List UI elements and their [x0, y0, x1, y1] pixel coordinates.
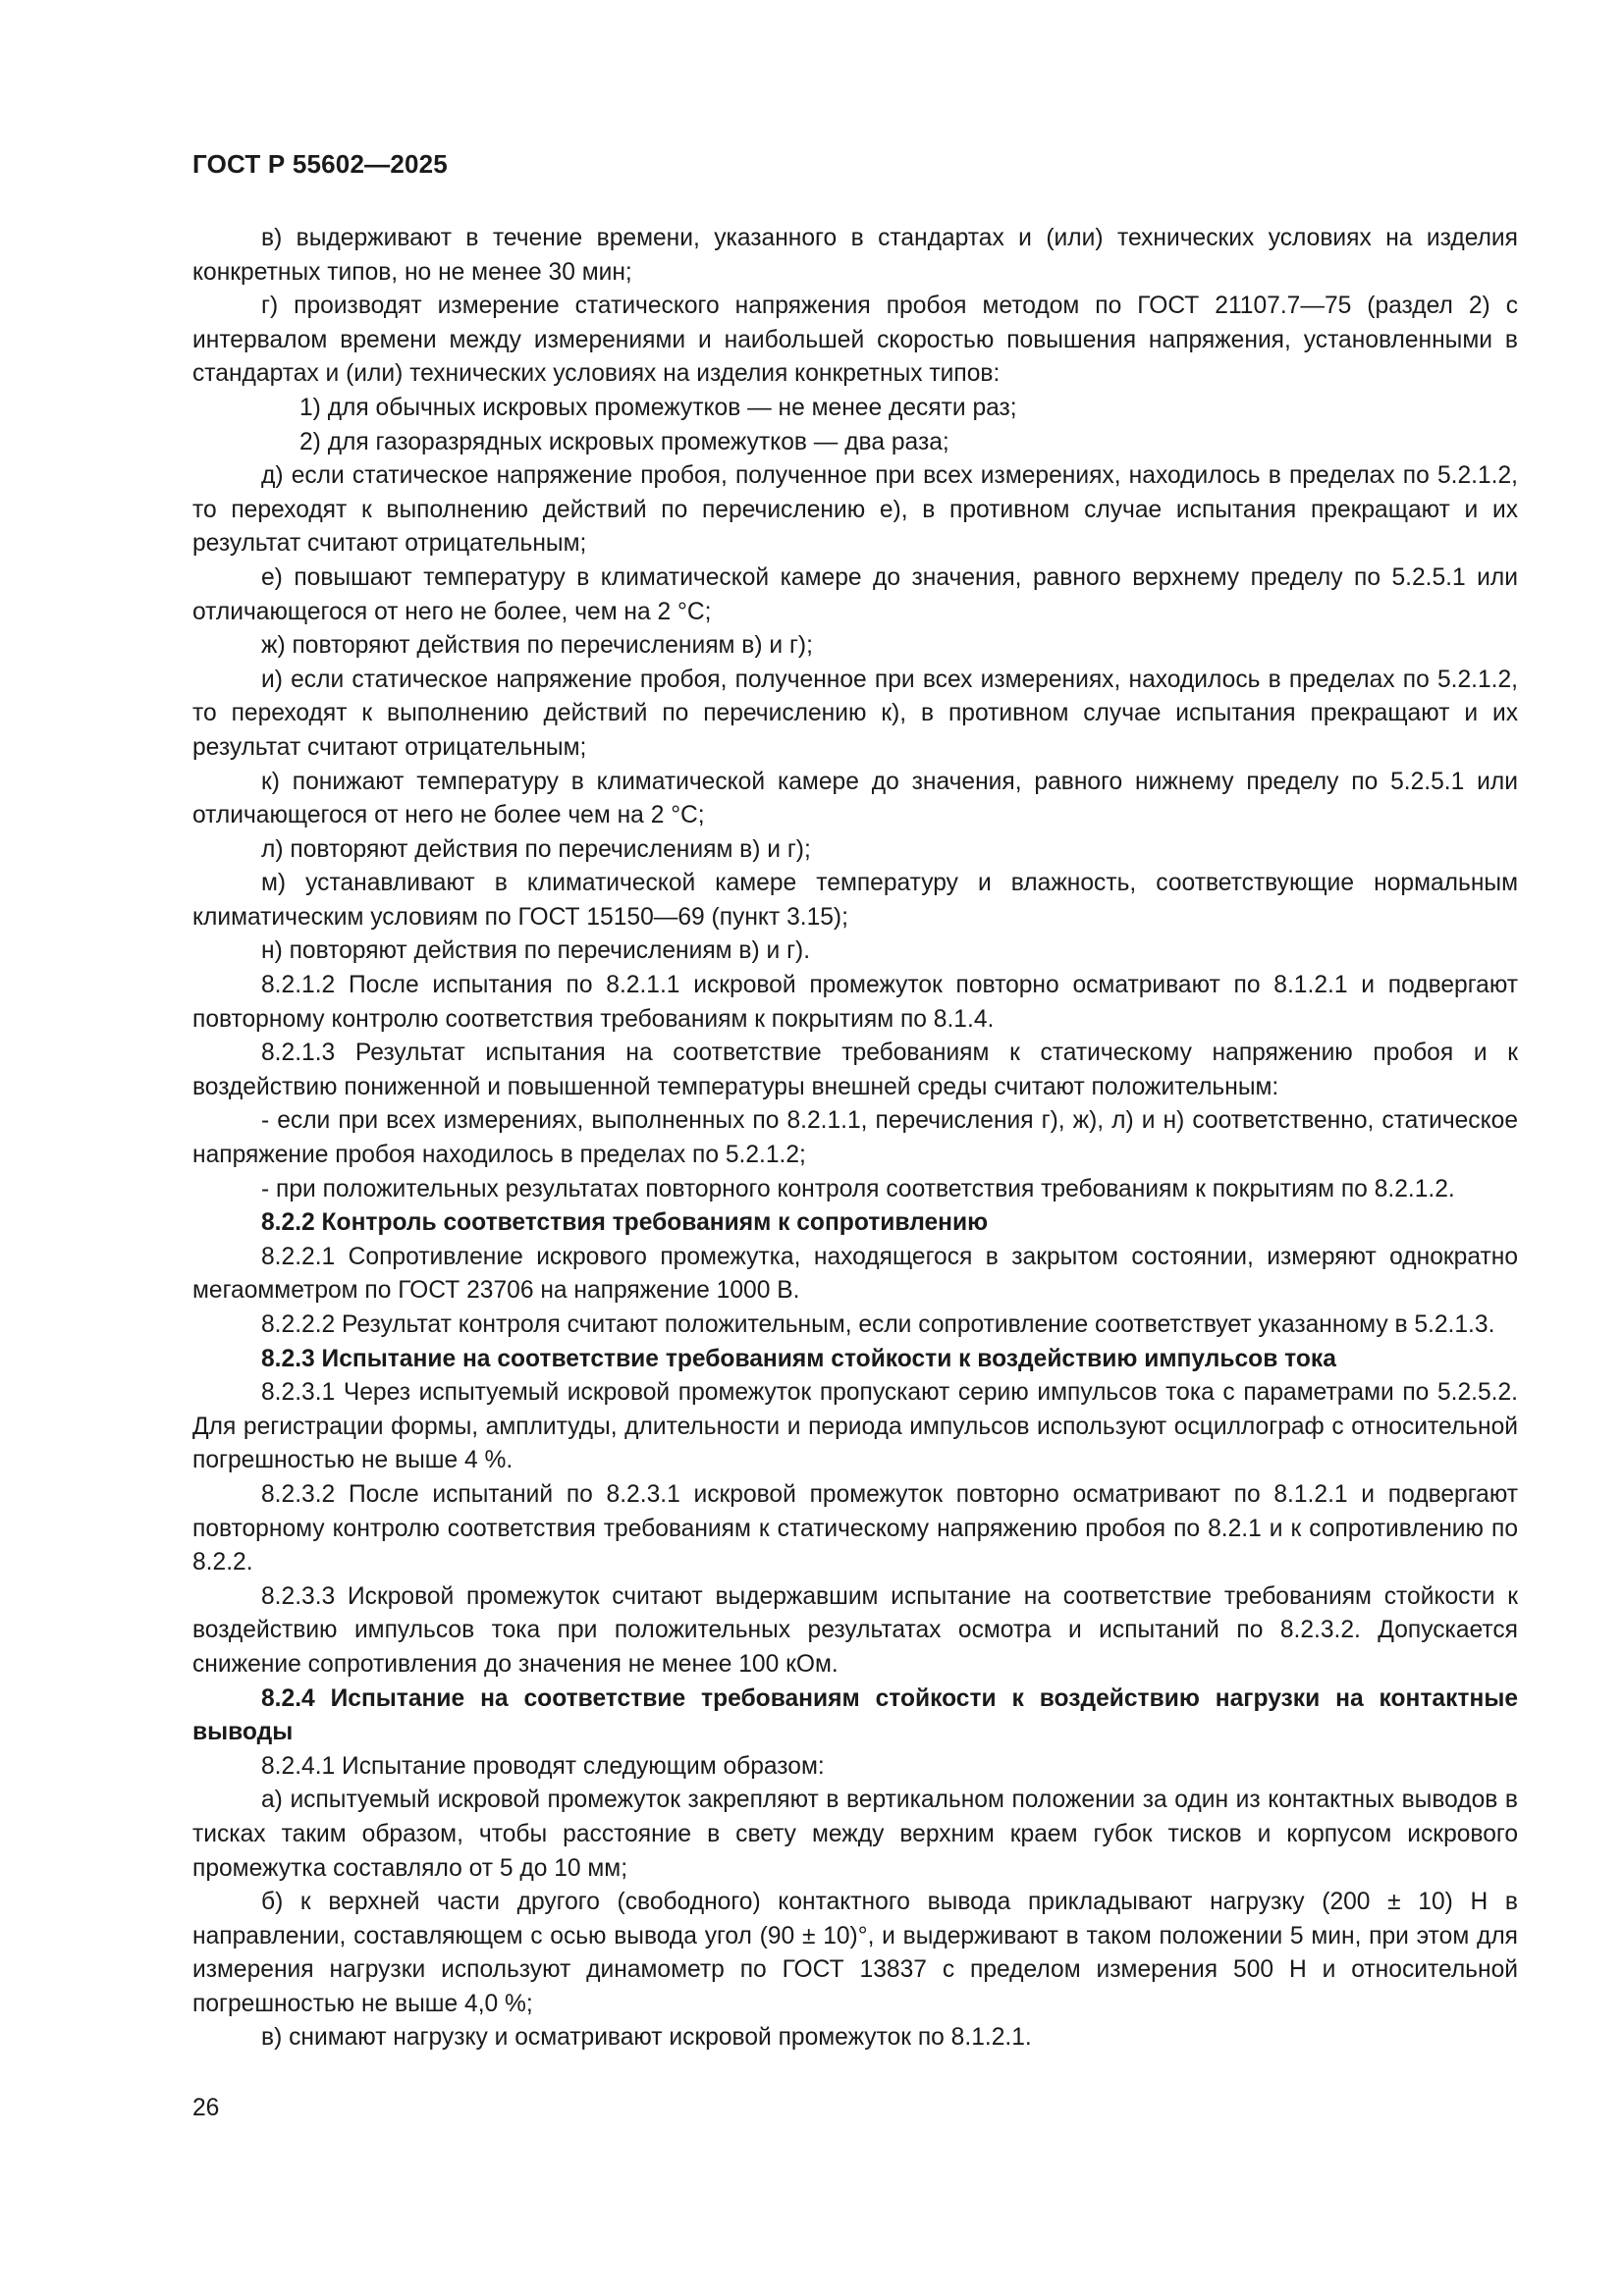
- list-item: б) к верхней части другого (свободного) контактного вывода прикладывают нагрузку (200 ± 10) Н в направлении, составляющем с осью вывода угол (90 ± 10)°, и выдерживают в таком положении 5 мин, при этом для измерения нагрузки используют динамометр по ГОСТ 13837 с пределом измерения 500 Н и относительной погрешностью не выше 4,0 %;: [192, 1889, 1518, 2017]
- list-item: к) понижают температуру в климатической камере до значения, равного нижнему пределу по 5.2.5.1 или отличающегося от него не более чем на 2 °С;: [192, 768, 1518, 829]
- section-heading-8-2-3: 8.2.3 Испытание на соответствие требованиям стойкости к воздействию импульсов тока: [261, 1345, 1336, 1372]
- clause-8-2-2-1: 8.2.2.1 Сопротивление искрового промежутка, находящегося в закрытом состоянии, измеряют однократно мегаомметром по ГОСТ 23706 на напряжение 1000 В.: [192, 1243, 1518, 1305]
- clause-8-2-3-3: 8.2.3.3 Искровой промежуток считают выдержавшим испытание на соответствие требованиям стойкости к воздействию импульсов тока при положительных результатах осмотра и испытаний по 8.2.3.2. Допускается снижение сопротивления до значения не менее 100 кОм.: [192, 1582, 1518, 1678]
- list-item: а) испытуемый искровой промежуток закрепляют в вертикальном положении за один из контактных выводов в тисках таким образом, чтобы расстояние в свету между верхним краем губок тисков и корпусом искрового промежутка составляло от 5 до 10 мм;: [192, 1787, 1518, 1882]
- clause-8-2-1-3: 8.2.1.3 Результат испытания на соответствие требованиям к статическому напряжению пробоя и к воздействию пониженной и повышенной температуры внешней среды считают положительным:: [192, 1040, 1518, 1100]
- list-item: д) если статическое напряжение пробоя, полученное при всех измерениях, находилось в пределах по 5.2.1.2, то переходят к выполнению действий по перечислению е), в противном случае испытания прекращают и их результат считают отрицательным;: [192, 462, 1518, 558]
- list-item: л) повторяют действия по перечислениям в) и г);: [261, 835, 811, 863]
- document-body: [192, 222, 1518, 2056]
- clause-8-2-2-2: 8.2.2.2 Результат контроля считают положительным, если сопротивление соответствует указанному в 5.2.1.3.: [261, 1311, 1495, 1338]
- clause-8-2-3-1: 8.2.3.1 Через испытуемый искровой промежуток пропускают серию импульсов тока с параметрами по 5.2.5.2. Для регистрации формы, амплитуды, длительности и периода импульсов используют осциллограф с относительной погрешностью не выше 4 %.: [192, 1379, 1518, 1474]
- dash-item: - если при всех измерениях, выполненных по 8.2.1.1, перечисления г), ж), л) и н) соответственно, статическое напряжение пробоя находилось в пределах по 5.2.1.2;: [192, 1107, 1518, 1169]
- list-item: и) если статическое напряжение пробоя, полученное при всех измерениях, находилось в пределах по 5.2.1.2, то переходят к выполнению действий по перечислению к), в противном случае испытания прекращают и их результат считают отрицательным;: [192, 666, 1518, 761]
- section-heading-8-2-4: 8.2.4 Испытание на соответствие требованиям стойкости к воздействию нагрузки на контактные выводы: [192, 1684, 1518, 1746]
- list-item: н) повторяют действия по перечислениям в) и г).: [261, 937, 811, 965]
- clause-8-2-3-2: 8.2.3.2 После испытаний по 8.2.3.1 искровой промежуток повторно осматривают по 8.1.2.1 и подвергают повторному контролю соответствия требованиям к статическому напряжению пробоя по 8.2.1 и к сопротивлению по 8.2.2.: [192, 1480, 1518, 1576]
- sub-list-item: 1) для обычных искровых промежутков — не менее десяти раз;: [299, 394, 1017, 421]
- document-header: ГОСТ Р 55602—2025: [192, 149, 448, 179]
- list-item: м) устанавливают в климатической камере температуру и влажность, соответствующие нормальным климатическим условиям по ГОСТ 15150—69 (пункт 3.15);: [192, 870, 1518, 931]
- clause-8-2-4-1: 8.2.4.1 Испытание проводят следующим образом:: [261, 1752, 825, 1780]
- sub-list-item: 2) для газоразрядных искровых промежутков — два раза;: [299, 428, 949, 455]
- list-item: г) производят измерение статического напряжения пробоя методом по ГОСТ 21107.7—75 (раздел 2) с интервалом времени между измерениями и наибольшей скоростью повышения напряжения, установленными в стандартах и (или) технических условиях на изделия конкретных типов:: [192, 293, 1518, 388]
- list-item: в) снимают нагрузку и осматривают искровой промежуток по 8.1.2.1.: [261, 2024, 1032, 2052]
- section-heading-8-2-2: 8.2.2 Контроль соответствия требованиям к сопротивлению: [261, 1209, 989, 1237]
- list-item: е) повышают температуру в климатической камере до значения, равного верхнему пределу по 5.2.5.1 или отличающегося от него не более, чем на 2 °С;: [192, 563, 1518, 625]
- clause-8-2-1-2: 8.2.1.2 После испытания по 8.2.1.1 искровой промежуток повторно осматривают по 8.1.2.1 и подвергают повторному контролю соответствия требованиям к покрытиям по 8.1.4.: [192, 972, 1518, 1033]
- list-item: в) выдерживают в течение времени, указанного в стандартах и (или) технических условиях на изделия конкретных типов, но не менее 30 мин;: [192, 225, 1518, 286]
- list-item: ж) повторяют действия по перечислениям в) и г);: [261, 632, 813, 660]
- page-number: 26: [192, 2095, 220, 2121]
- dash-item: - при положительных результатах повторного контроля соответствия требованиям к покрытиям по 8.2.1.2.: [261, 1175, 1455, 1202]
